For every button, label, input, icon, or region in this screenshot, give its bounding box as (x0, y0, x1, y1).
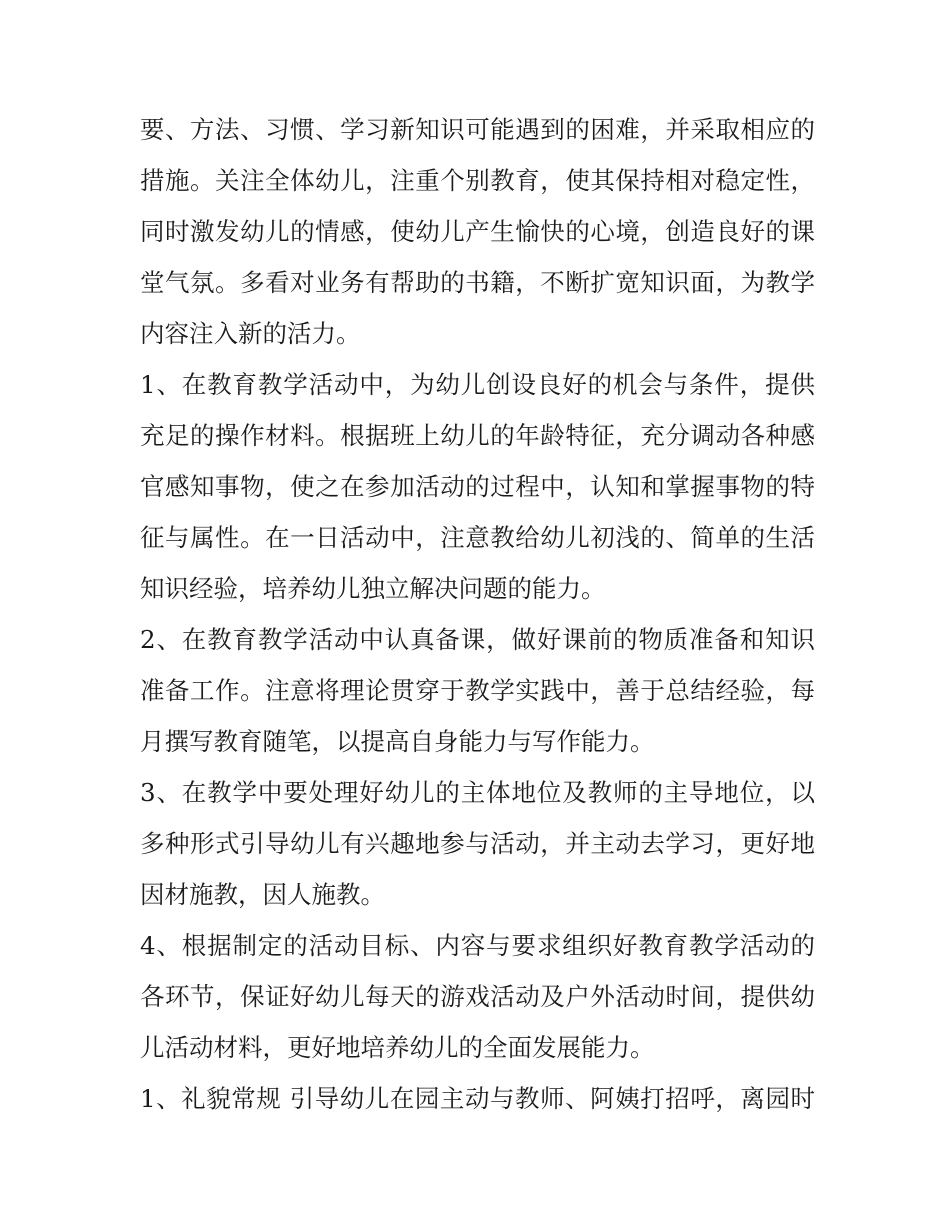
text-line: 同时激发幼儿的情感，使幼儿产生愉快的心境，创造良好的课 (140, 217, 815, 246)
text-line: 内容注入新的活力。 (140, 319, 361, 348)
text-line: 多种形式引导幼儿有兴趣地参与活动，并主动去学习，更好地 (140, 829, 815, 858)
text-line: 月撰写教育随笔，以提高自身能力与写作能力。 (140, 727, 655, 756)
text-line: 儿活动材料，更好地培养幼儿的全面发展能力。 (140, 1033, 655, 1062)
text-line: 2、在教育教学活动中认真备课，做好课前的物质准备和知识 (140, 625, 815, 654)
text-line: 官感知事物，使之在参加活动的过程中，认知和掌握事物的特 (140, 472, 815, 501)
text-line: 知识经验，培养幼儿独立解决问题的能力。 (140, 574, 606, 603)
text-line: 准备工作。注意将理论贯穿于教学实践中，善于总结经验，每 (140, 676, 815, 705)
text-line: 1、在教育教学活动中，为幼儿创设良好的机会与条件，提供 (140, 370, 815, 399)
text-line: 各环节，保证好幼儿每天的游戏活动及户外活动时间，提供幼 (140, 982, 815, 1011)
text-line: 充足的操作材料。根据班上幼儿的年龄特征，充分调动各种感 (140, 421, 815, 450)
text-line: 堂气氛。多看对业务有帮助的书籍，不断扩宽知识面，为教学 (140, 268, 815, 297)
text-line: 征与属性。在一日活动中，注意教给幼儿初浅的、简单的生活 (140, 523, 815, 552)
text-line: 因材施教，因人施教。 (140, 880, 385, 909)
text-line: 要、方法、习惯、学习新知识可能遇到的困难，并采取相应的 (140, 115, 815, 144)
text-line: 措施。关注全体幼儿，注重个别教育，使其保持相对稳定性， (140, 166, 815, 195)
text-line: 1、礼貌常规 引导幼儿在园主动与教师、阿姨打招呼，离园时 (140, 1084, 815, 1113)
text-line: 3、在教学中要处理好幼儿的主体地位及教师的主导地位，以 (140, 778, 815, 807)
document-body (140, 104, 815, 1124)
text-line: 4、根据制定的活动目标、内容与要求组织好教育教学活动的 (140, 931, 815, 960)
